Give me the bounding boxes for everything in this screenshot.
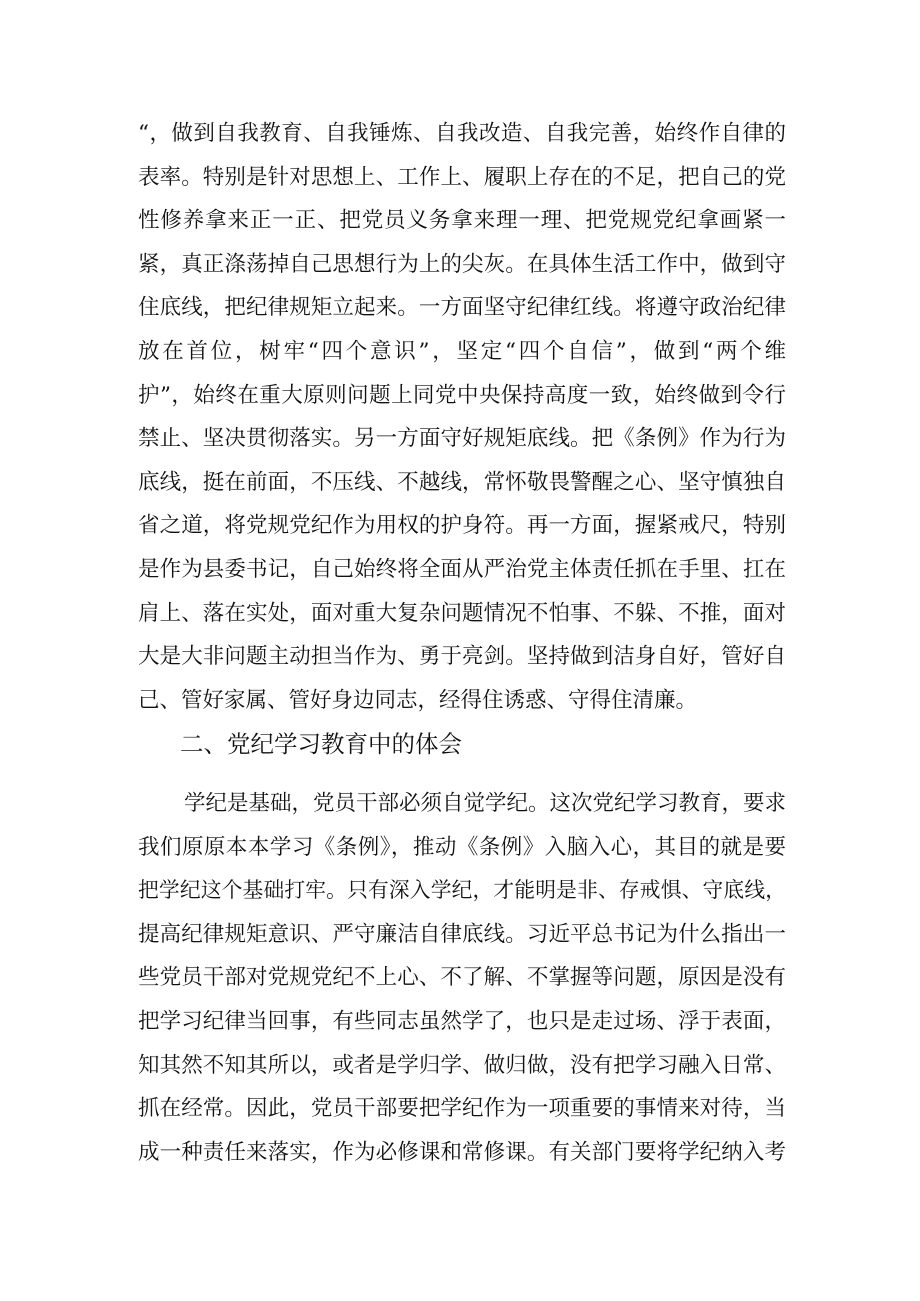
text-line: 把学习纪律当回事，有些同志虽然学了，也只是走过场、浮于表面， [138,1008,786,1034]
text-line: 把学纪这个基础打牢。只有深入学纪，才能明是非、存戒惧、守底线， [138,878,786,903]
text-line: 住底线，把纪律规矩立起来。一方面坚守纪律红线。将遵守政治纪律 [138,295,786,321]
text-line: 禁止、坚决贯彻落实。另一方面守好规矩底线。把《条例》作为行为 [138,426,786,452]
text-line: 表率。特别是针对思想上、工作上、履职上存在的不足，把自己的党 [138,164,786,190]
text-line: 底线，挺在前面，不压线、不越线，常怀敬畏警醒之心、坚守慎独自 [138,469,786,495]
body-paragraph-1 [138,112,786,722]
text-line: 性修养拿来正一正、把党员义务拿来理一理、把党规党纪拿画紧一 [138,208,786,234]
text-line: 是作为县委书记，自己始终将全面从严治党主体责任抓在手里、扛在 [138,556,786,582]
text-line: “，做到自我教育、自我锤炼、自我改造、自我完善，始终作自律的 [138,121,786,146]
text-line: 肩上、落在实处，面对重大复杂问题情况不怕事、不躲、不推，面对 [138,600,786,626]
text-line: 抓在经常。因此，党员干部要把学纪作为一项重要的事情来对待，当 [138,1096,786,1122]
text-line: 紧，真正涤荡掉自己思想行为上的尖灰。在具体生活工作中，做到守 [138,251,786,277]
text-line: 学纪是基础，党员干部必须自觉学纪。这次党纪学习教育，要求 [184,791,787,816]
text-line: 我们原原本本学习《条例》，推动《条例》入脑入心，其目的就是要 [138,834,786,860]
text-line: 己、管好家属、管好身边同志，经得住诱惑、守得住清廉。 [138,687,698,713]
text-line: 提高纪律规矩意识、严守廉洁自律底线。习近平总书记为什么指出一 [138,921,786,947]
section-heading: 二、党纪学习教育中的体会 [180,730,462,758]
text-line: 成一种责任来落实，作为必修课和常修课。有关部门要将学纪纳入考 [138,1139,786,1165]
text-line: 些党员干部对党规党纪不上心、不了解、不掌握等问题，原因是没有 [138,965,786,991]
text-line: 知其然不知其所以，或者是学归学、做归做，没有把学习融入日常、 [138,1052,786,1078]
text-line: 放在首位，树牢“四个意识”，坚定“四个自信”，做到“两个维 [138,338,786,364]
text-line: 大是大非问题主动担当作为、勇于亮剑。坚持做到洁身自好，管好自 [138,644,786,670]
body-paragraph-2 [138,782,786,1174]
text-line: 省之道，将党规党纪作为用权的护身符。再一方面，握紧戒尺，特别 [138,513,786,539]
text-line: 护”，始终在重大原则问题上同党中央保持高度一致，始终做到令行 [138,382,786,408]
